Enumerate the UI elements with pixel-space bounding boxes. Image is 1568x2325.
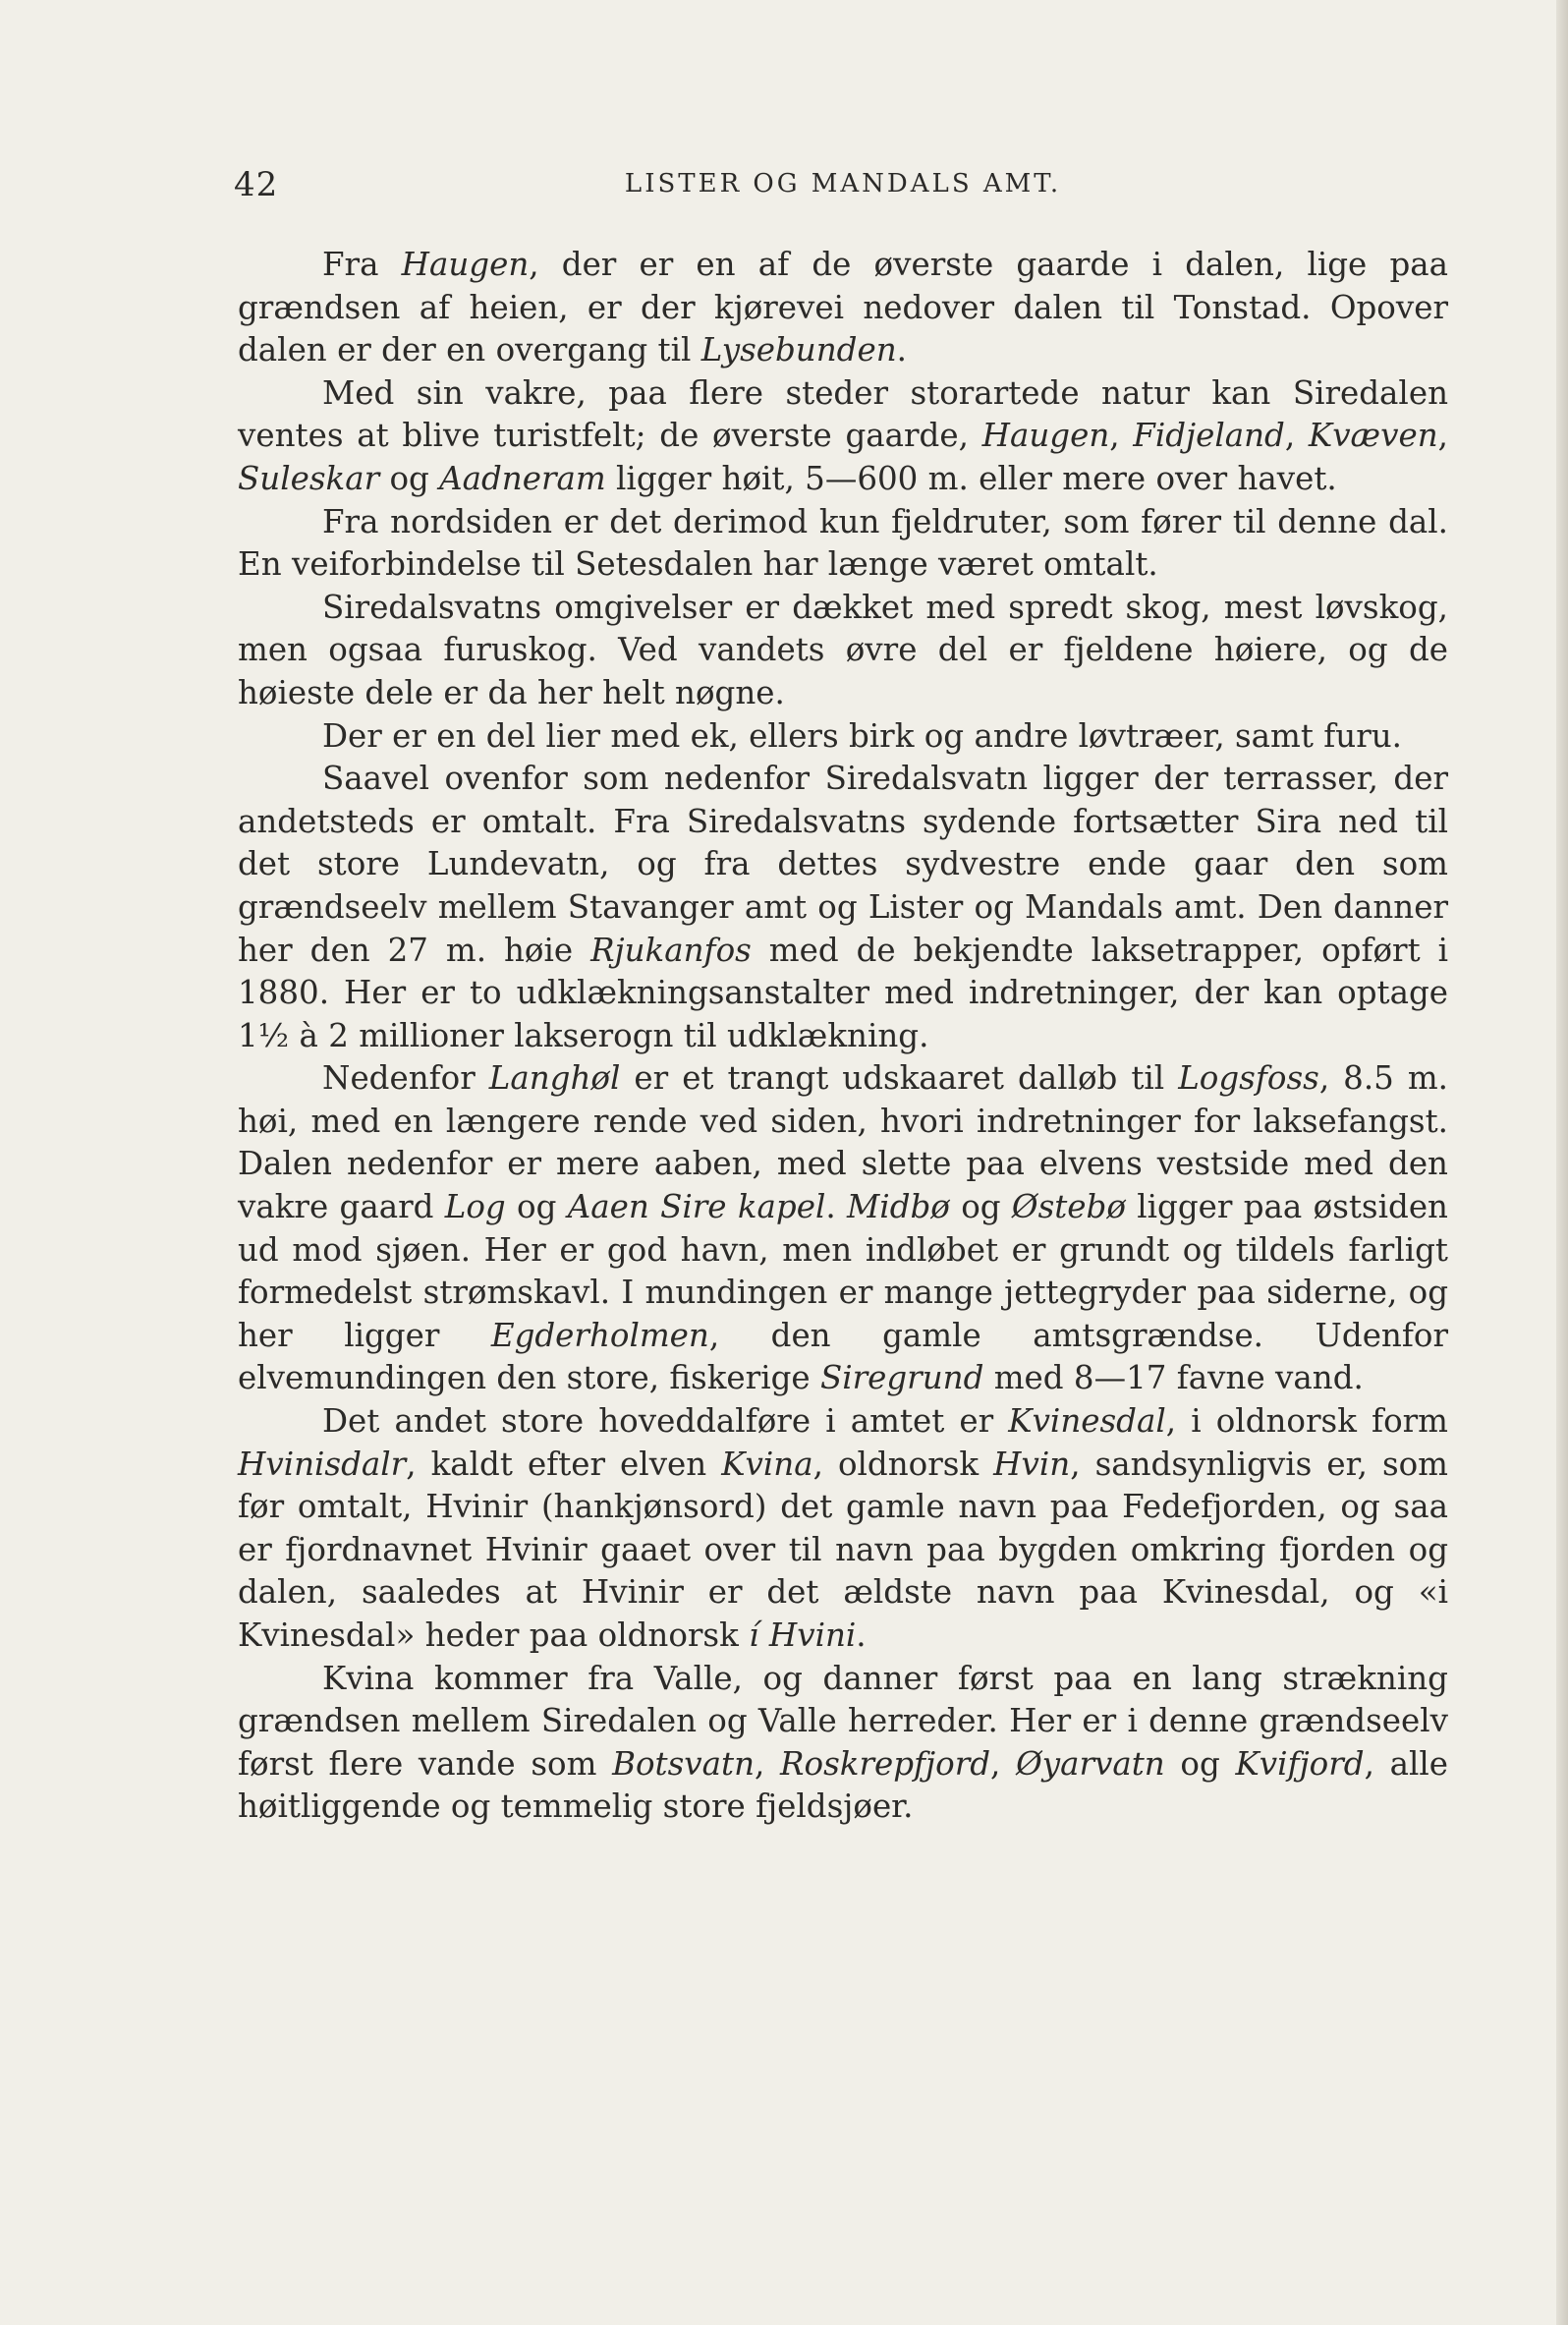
italic-term: Kvina xyxy=(721,1445,813,1483)
text-run: , xyxy=(1284,417,1309,455)
text-run: , xyxy=(1437,417,1448,455)
page-header xyxy=(234,165,1452,204)
paragraph xyxy=(238,758,1448,1057)
text-run: , oldnorsk xyxy=(812,1445,994,1483)
italic-term: Øyarvatn xyxy=(1016,1744,1165,1783)
text-run: , xyxy=(1109,417,1134,455)
text-run: , alle høitliggende og temmelig store fjeldsjøer. xyxy=(238,1744,1448,1826)
text-run: Fra nordsiden er det derimod kun fjeldruter, som fører til denne dal. En veiforbindelse til Setesdalen har længe været omtalt. xyxy=(238,502,1448,584)
text-run: , sandsynligvis er, som før omtalt, Hvinir (hankjønsord) det gamle navn paa Fedefjorden, og saa er fjordnavnet Hvinir gaaet over til navn paa bygden omkring fjorden og dalen, saaledes at Hvinir er det ældste navn paa Kvinesdal, og «i Kvinesdal» heder paa oldnorsk xyxy=(238,1445,1449,1654)
text-run: . xyxy=(856,1616,867,1654)
text-run: og xyxy=(505,1188,568,1226)
text-run: og xyxy=(379,459,440,497)
paragraph xyxy=(238,501,1448,587)
italic-term: Logsfoss xyxy=(1178,1059,1319,1098)
italic-term: Siregrund xyxy=(819,1359,984,1397)
italic-term: Hvinisdalr xyxy=(238,1445,407,1483)
text-run: Siredalsvatns omgivelser er dækket med spredt skog, mest løvskog, men ogsaa furuskog. Ved vandets øvre del er fjeldene høiere, og de høieste dele er da her helt nøgne. xyxy=(238,588,1448,711)
running-head: LISTER OG MANDALS AMT. xyxy=(624,169,1062,198)
text-run: ligger høit, 5—600 m. eller mere over havet. xyxy=(605,459,1337,497)
text-run: , der er en af de øverste gaarde i dalen, lige paa grændsen af heien, er der kjørevei nedover dalen til Tonstad. Opover dalen er der en overgang til xyxy=(238,246,1449,369)
text-run: og xyxy=(949,1188,1012,1226)
text-run: Der er en del lier med ek, ellers birk og andre løvtræer, samt furu. xyxy=(322,716,1403,755)
text-run: , 8.5 m. høi, med en længere rende ved siden, hvori indretninger for laksefangst. Dalen nedenfor er mere aaben, med slette paa elvens vestside med den vakre gaard xyxy=(238,1059,1449,1226)
text-run: , den gamle amtsgrændse. Udenfor elvemundingen den store, fiskerige xyxy=(238,1316,1448,1397)
text-run: . xyxy=(825,1188,848,1226)
paragraph xyxy=(238,715,1448,759)
text-run: med 8—17 favne vand. xyxy=(983,1359,1364,1397)
text-run: Nedenfor xyxy=(322,1059,489,1098)
page-number: 42 xyxy=(234,165,279,204)
italic-term: Aadneram xyxy=(439,459,606,497)
text-run: , xyxy=(755,1744,781,1783)
italic-term: Kvæven xyxy=(1308,417,1438,455)
text-run: Fra xyxy=(322,246,402,283)
body-text xyxy=(238,244,1448,1829)
italic-term: Langhøl xyxy=(488,1059,621,1098)
text-run: , xyxy=(990,1744,1017,1783)
paragraph xyxy=(238,587,1448,715)
text-run: . xyxy=(896,331,907,369)
paragraph xyxy=(238,1658,1448,1829)
text-run: Kvina kommer fra Valle, og danner først paa en lang strækning grændsen mellem Siredalen og Valle herreder. Her er i denne grændseelv først flere vande som xyxy=(238,1659,1448,1783)
text-run: Med sin vakre, paa flere steder storartede natur kan Siredalen ventes at blive turistfelt; de øverste gaarde, xyxy=(238,373,1448,455)
italic-term: Aaen Sire kapel xyxy=(567,1188,826,1226)
italic-term: í Hvini xyxy=(749,1616,857,1654)
italic-term: Midbø xyxy=(847,1188,950,1226)
italic-term: Lysebunden xyxy=(700,331,897,369)
italic-term: Suleskar xyxy=(238,459,380,497)
text-run: med de bekjendte laksetrapper, opført i 1880. Her er to udklækningsanstalter med indretninger, der kan optage 1½ à 2 millioner lakserogn til udklækning. xyxy=(238,931,1448,1054)
paragraph xyxy=(238,244,1448,372)
italic-term: Hvin xyxy=(993,1445,1071,1483)
italic-term: Log xyxy=(444,1188,506,1226)
italic-term: Botsvatn xyxy=(612,1744,756,1783)
italic-term: Kvinesdal xyxy=(1008,1402,1166,1441)
italic-term: Østebø xyxy=(1011,1188,1126,1226)
text-run: Det andet store hoveddalføre i amtet er xyxy=(322,1402,1009,1441)
italic-term: Kvifjord xyxy=(1235,1744,1365,1783)
italic-term: Haugen xyxy=(981,417,1110,455)
italic-term: Fidjeland xyxy=(1133,417,1285,455)
text-run: er et trangt udskaaret dalløb til xyxy=(620,1059,1179,1098)
text-run: , kaldt efter elven xyxy=(406,1445,722,1483)
page-edge xyxy=(1556,0,1568,2325)
italic-term: Haugen xyxy=(401,246,530,283)
italic-term: Rjukanfos xyxy=(590,931,752,969)
italic-term: Roskrepfjord xyxy=(780,1744,991,1783)
paragraph xyxy=(238,1057,1448,1400)
text-run: ligger paa østsiden ud mod sjøen. Her er god havn, men indløbet er grundt og tildels farligt formedelst strømskavl. I mundingen er mange jettegryder paa siderne, og her ligger xyxy=(238,1188,1448,1354)
paragraph xyxy=(238,372,1448,501)
text-run: , i oldnorsk form xyxy=(1165,1402,1448,1441)
paragraph xyxy=(238,1400,1448,1658)
italic-term: Egderholmen xyxy=(490,1316,709,1354)
text-run: Saavel ovenfor som nedenfor Siredalsvatn ligger der terrasser, der andetsteds er omtalt. Fra Siredalsvatns sydende fortsætter Sira ned til det store Lundevatn, og fra dettes sydvestre ende gaar den som grændseelv mellem Stavanger amt og Lister og Mandals amt. Den danner her den 27 m. høie xyxy=(238,760,1448,969)
text-run: og xyxy=(1164,1744,1236,1783)
